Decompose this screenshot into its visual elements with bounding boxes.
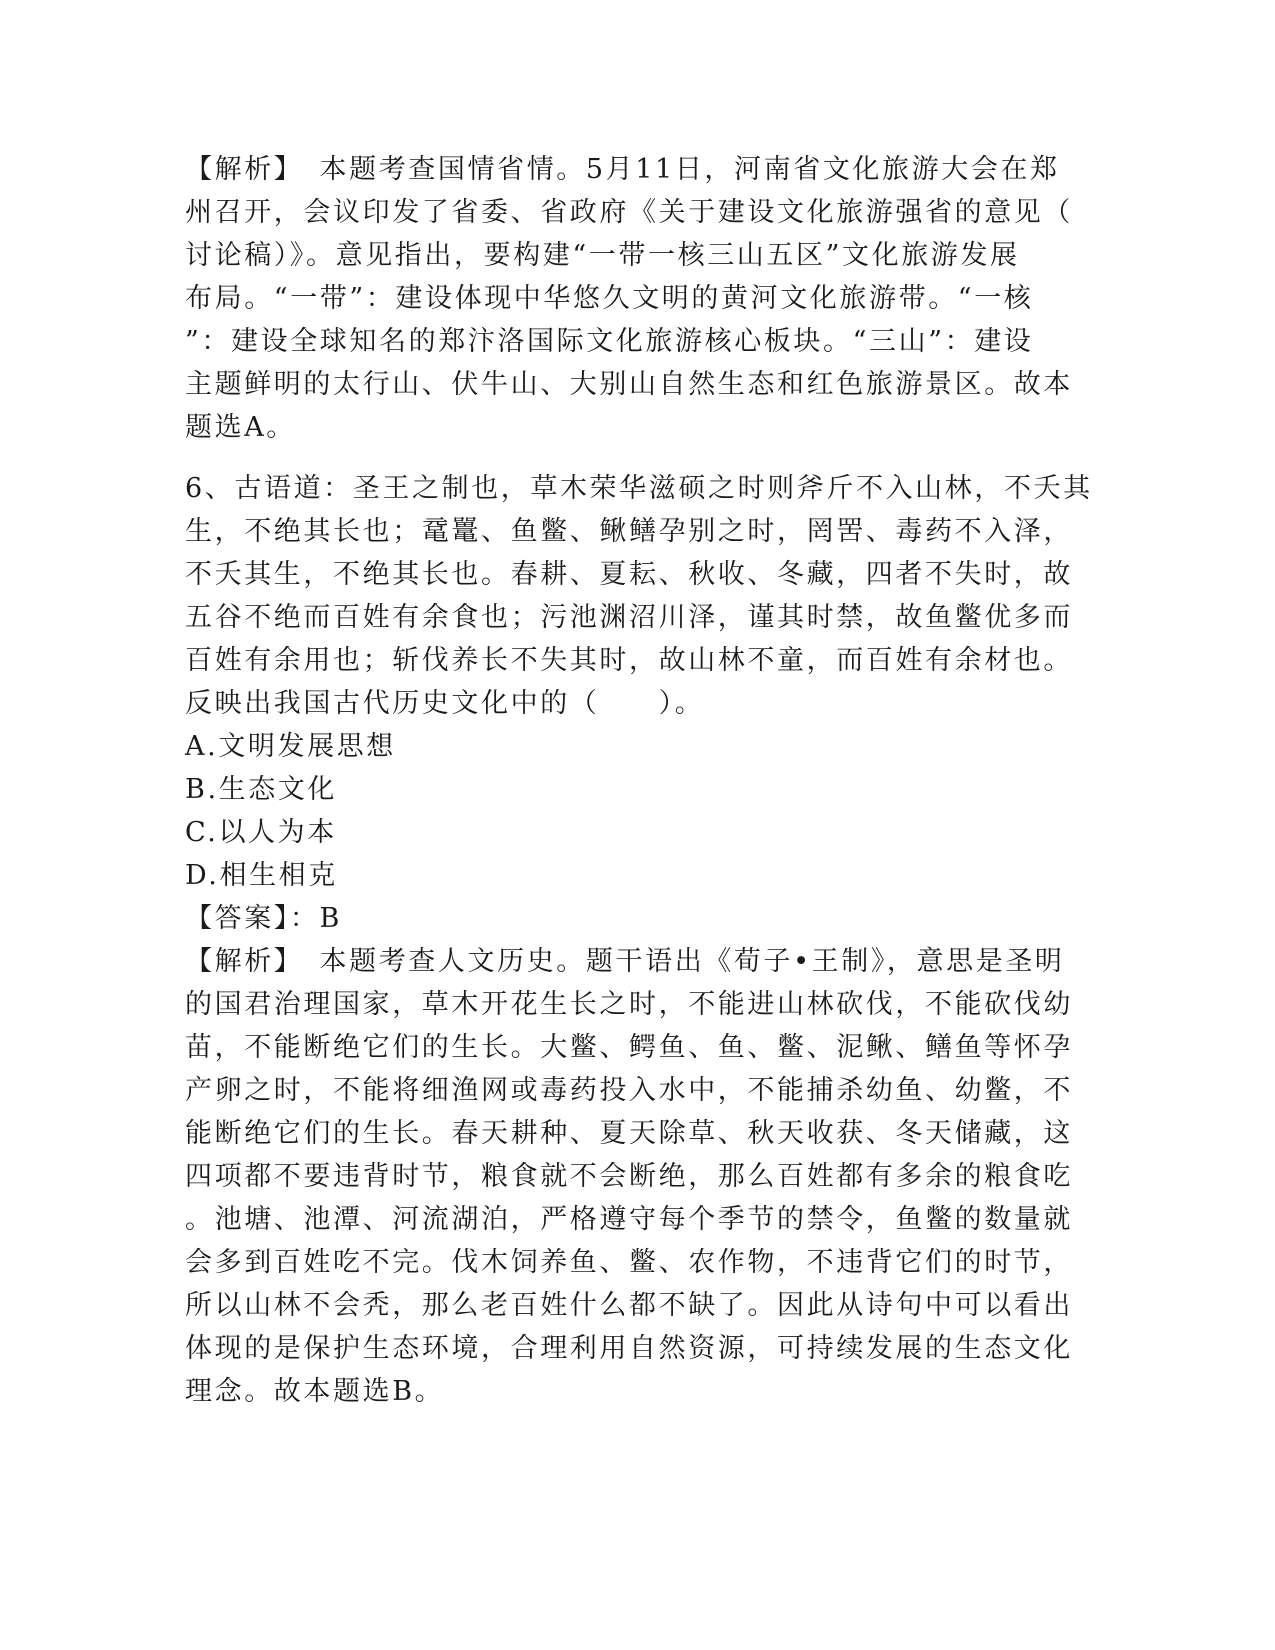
- text-line: 产卵之时，不能将细渔网或毒药投入水中，不能捕杀幼鱼、幼鳖，不: [185, 1075, 1073, 1106]
- text-line: 讨论稿）》。意见指出，要构建“一带一核三山五区”文化旅游发展: [185, 240, 1020, 271]
- analysis-paragraph-1: [185, 148, 1073, 449]
- text-line: 【解析】 本题考查人文历史。题干语出《荀子•王制》，意思是圣明: [185, 946, 1065, 977]
- text-line: 【解析】 本题考查国情省情。5月11日，河南省文化旅游大会在郑: [185, 154, 1060, 185]
- text-line: 所以山林不会秃，那么老百姓什么都不缺了。因此从诗句中可以看出: [185, 1290, 1073, 1321]
- text-line: 能断绝它们的生长。春天耕种、夏天除草、秋天收获、冬天储藏，这: [185, 1118, 1073, 1149]
- option-d: D.相生相克: [185, 860, 338, 891]
- analysis-paragraph-2: [185, 940, 1073, 1413]
- text-line: 州召开，会议印发了省委、省政府《关于建设文化旅游强省的意见（: [185, 197, 1073, 228]
- document-page: [185, 148, 1093, 1413]
- text-line: 题选A。: [185, 412, 296, 443]
- text-line: 。池塘、池潭、河流湖泊，严格遵守每个季节的禁令，鱼鳖的数量就: [185, 1204, 1073, 1235]
- text-line: 会多到百姓吃不完。伐木饲养鱼、鳖、农作物，不违背它们的时节，: [185, 1247, 1073, 1278]
- text-line: 五谷不绝而百姓有余食也；污池渊沼川泽，谨其时禁，故鱼鳖优多而: [185, 602, 1073, 633]
- option-a: A.文明发展思想: [185, 731, 396, 762]
- text-line: 不夭其生，不绝其长也。春耕、夏耘、秋收、冬藏，四者不失时，故: [185, 559, 1073, 590]
- option-b: B.生态文化: [185, 774, 338, 805]
- text-line: 生，不绝其长也；鼋鼍、鱼鳖、鳅鳝孕别之时，罔罟、毒药不入泽，: [185, 516, 1073, 547]
- text-line: 反映出我国古代历史文化中的（ ）。: [185, 688, 705, 719]
- text-line: 百姓有余用也；斩伐养长不失其时，故山林不童，而百姓有余材也。: [185, 645, 1073, 676]
- text-line: 四项都不要违背时节，粮食就不会断绝，那么百姓都有多余的粮食吃: [185, 1161, 1073, 1192]
- question-6-stem: [185, 467, 1093, 725]
- text-line: 6、古语道：圣王之制也，草木荣华滋硕之时则斧斤不入山林，不夭其: [185, 473, 1093, 504]
- option-c: C.以人为本: [185, 817, 337, 848]
- text-line: 布局。“一带”：建设体现中华悠久文明的黄河文化旅游带。“一核: [185, 283, 1034, 314]
- answer-line: 【答案】：B: [185, 903, 342, 934]
- text-line: 主题鲜明的太行山、伏牛山、大别山自然生态和红色旅游景区。故本: [185, 369, 1073, 400]
- text-line: ”：建设全球知名的郑汴洛国际文化旅游核心板块。“三山”：建设: [185, 326, 1034, 357]
- paragraph-spacer: [185, 449, 1065, 467]
- text-line: 理念。故本题选B。: [185, 1376, 445, 1407]
- text-line: 体现的是保护生态环境，合理利用自然资源，可持续发展的生态文化: [185, 1333, 1073, 1364]
- text-line: 的国君治理国家，草木开花生长之时，不能进山林砍伐，不能砍伐幼: [185, 989, 1073, 1020]
- text-line: 苗，不能断绝它们的生长。大鳖、鳄鱼、鱼、鳖、泥鳅、鳝鱼等怀孕: [185, 1032, 1073, 1063]
